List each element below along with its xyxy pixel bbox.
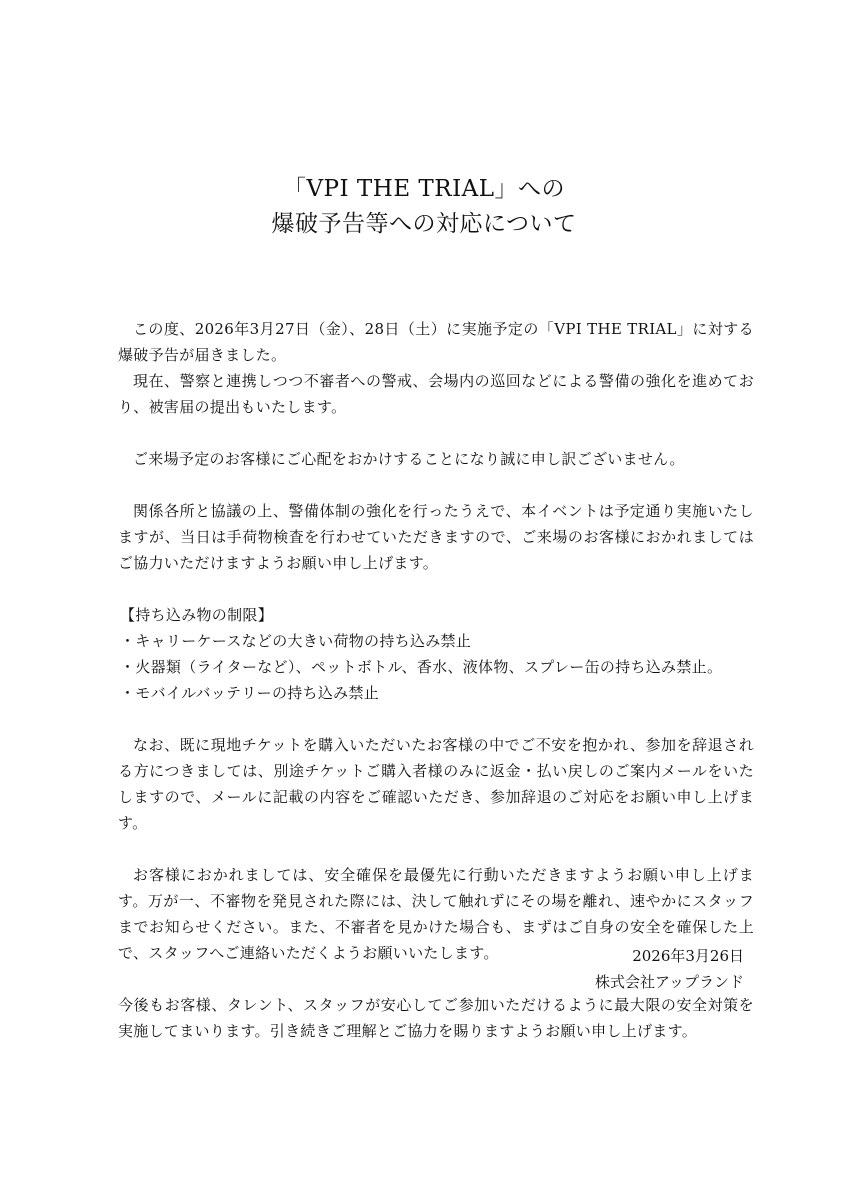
paragraph-announcement: この度、2026年3月27日（金）、28日（土）に実施予定の「VPI THE TRIAL」に対する爆破予告が届きました。 (118, 320, 754, 364)
paragraph-gap (118, 706, 754, 732)
company-name: 株式会社アップランド (595, 973, 744, 991)
paragraph-gap (118, 576, 754, 602)
notice-footer (595, 943, 744, 995)
paragraph-apology: ご来場予定のお客様にご心配をおかけすることになり誠に申し訳ございません。 (133, 450, 685, 468)
notice-body (118, 316, 754, 1044)
paragraph-gap (118, 420, 754, 446)
paragraph-safety-request: お客様におかれましては、安全確保を最優先に行動いただきますようお願い申し上げます。万が一、不審物を発見された際には、決して触れずにその場を離れ、速やかにスタッフまでお知らせください。また、不審者を見かけた場合も、まずはご自身の安全を確保した上で、スタッフへご連絡いただくようお願いいたします。 (118, 866, 754, 962)
paragraph-police-cooperation: 現在、警察と連携しつつ不審者への警戒、会場内の巡回などによる警備の強化を進めており、被害届の提出もいたします。 (118, 372, 754, 416)
notice-title-line-1: 「VPI THE TRIAL」への (282, 176, 566, 202)
paragraph-refund-info: なお、既に現地チケットを購入いただいたお客様の中でご不安を抱かれ、参加を辞退される方につきましては、別途チケットご購入者様のみに返金・払い戻しのご案内メールをいたしますので、メールに記載の内容をご確認いただき、参加辞退のご対応をお願い申し上げます。 (118, 736, 754, 832)
restriction-item: ・火器類（ライターなど）、ペットボトル、香水、液体物、スプレー缶の持ち込み禁止。 (120, 658, 723, 676)
paragraph-closing: 今後もお客様、タレント、スタッフが安心してご参加いただけるように最大限の安全対策を実施してまいります。引き続きご理解とご協力を賜りますようお願い申し上げます。 (118, 996, 754, 1040)
restriction-item: ・モバイルバッテリーの持ち込み禁止 (120, 684, 380, 702)
issue-date: 2026年3月26日 (632, 947, 744, 965)
paragraph-gap (118, 836, 754, 862)
notice-title-line-2: 爆破予告等への対応について (271, 211, 577, 237)
paragraph-event-proceeds: 関係各所と協議の上、警備体制の強化を行ったうえで、本イベントは予定通り実施いたしますが、当日は手荷物検査を行わせていただきますので、ご来場のお客様におかれましてはご協力いただけますようお願い申し上げます。 (118, 502, 754, 572)
restrictions-heading: 【持ち込み物の制限】 (120, 606, 274, 624)
paragraph-gap (118, 472, 754, 498)
restrictions-list (118, 628, 754, 706)
restriction-item: ・キャリーケースなどの大きい荷物の持ち込み禁止 (120, 632, 472, 650)
